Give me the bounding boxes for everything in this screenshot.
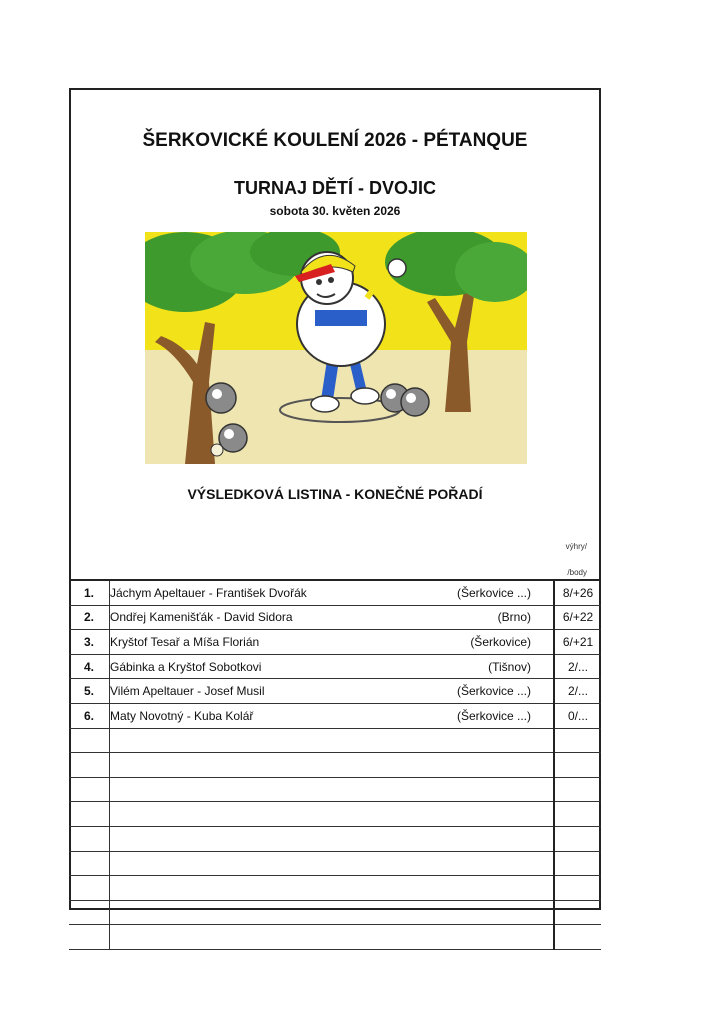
rank-cell: 2. xyxy=(69,605,110,630)
event-title: ŠERKOVICKÉ KOULENÍ 2026 - PÉTANQUE xyxy=(142,130,528,151)
score-cell: 6/+21 xyxy=(554,630,601,655)
names-cell xyxy=(110,753,555,778)
score-cell xyxy=(554,777,601,802)
score-cell xyxy=(554,851,601,876)
score-cell xyxy=(554,753,601,778)
score-cell: 8/+26 xyxy=(554,580,601,605)
rank-cell: 1. xyxy=(69,580,110,605)
names-cell xyxy=(110,703,555,728)
table-row xyxy=(69,777,601,802)
table-row xyxy=(69,679,601,704)
names-cell xyxy=(110,654,555,679)
names-cell xyxy=(110,876,555,901)
score-cell: 6/+22 xyxy=(554,605,601,630)
score-cell xyxy=(554,826,601,851)
rank-cell xyxy=(69,753,110,778)
table-row xyxy=(69,802,601,827)
team-club: (Brno) xyxy=(497,610,531,625)
table-row xyxy=(69,630,601,655)
table-row xyxy=(69,703,601,728)
rank-cell xyxy=(69,826,110,851)
team-club: (Šerkovice ...) xyxy=(456,708,531,723)
names-cell xyxy=(110,851,555,876)
names-cell xyxy=(110,826,555,851)
names-cell xyxy=(110,580,555,605)
petanque-player-illustration xyxy=(145,232,527,464)
team-club: (Šerkovice ...) xyxy=(456,585,531,600)
team-names: Jáchym Apeltauer - František Dvořák xyxy=(110,585,307,600)
table-row xyxy=(69,826,601,851)
results-title: VÝSLEDKOVÁ LISTINA - KONEČNÉ POŘADÍ xyxy=(187,486,483,502)
team-names: Vilém Apeltauer - Josef Musil xyxy=(110,684,265,699)
team-club: (Šerkovice) xyxy=(470,634,531,649)
score-cell xyxy=(554,876,601,901)
team-club: (Šerkovice ...) xyxy=(456,684,531,699)
team-names: Gábinka a Kryštof Sobotkovi xyxy=(110,659,262,674)
rank-cell xyxy=(69,777,110,802)
table-row xyxy=(69,753,601,778)
rank-cell xyxy=(69,802,110,827)
table-row xyxy=(69,876,601,901)
table-row xyxy=(69,605,601,630)
names-cell xyxy=(110,777,555,802)
rank-cell xyxy=(69,851,110,876)
names-cell xyxy=(110,802,555,827)
rank-cell: 4. xyxy=(69,654,110,679)
table-row xyxy=(69,900,601,925)
names-cell xyxy=(110,630,555,655)
rank-cell xyxy=(69,728,110,753)
table-row xyxy=(69,851,601,876)
results-sheet xyxy=(69,88,601,910)
rank-cell xyxy=(69,900,110,925)
score-cell: 0/... xyxy=(554,703,601,728)
team-names: Ondřej Kamenišťák - David Sidora xyxy=(110,610,293,625)
score-cell xyxy=(554,925,601,950)
score-cell: 2/... xyxy=(554,679,601,704)
score-cell xyxy=(554,728,601,753)
team-names: Kryštof Tesař a Míša Florián xyxy=(110,634,260,649)
score-cell xyxy=(554,900,601,925)
score-header-line2: /body xyxy=(567,568,587,577)
names-cell xyxy=(110,925,555,950)
names-cell xyxy=(110,728,555,753)
score-header-line1: výhry/ xyxy=(565,542,587,551)
tournament-title: TURNAJ DĚTÍ - DVOJIC xyxy=(233,178,437,198)
names-cell xyxy=(110,605,555,630)
results-table xyxy=(69,579,601,950)
rank-cell xyxy=(69,876,110,901)
event-date: sobota 30. květen 2026 xyxy=(269,204,401,218)
rank-cell: 3. xyxy=(69,630,110,655)
rank-cell: 5. xyxy=(69,679,110,704)
team-names: Maty Novotný - Kuba Kolář xyxy=(110,708,254,723)
score-cell xyxy=(554,802,601,827)
names-cell xyxy=(110,900,555,925)
names-cell xyxy=(110,679,555,704)
rank-cell: 6. xyxy=(69,703,110,728)
rank-cell xyxy=(69,925,110,950)
table-row xyxy=(69,654,601,679)
score-cell: 2/... xyxy=(554,654,601,679)
table-row xyxy=(69,580,601,605)
table-row xyxy=(69,925,601,950)
team-club: (Tišnov) xyxy=(488,659,531,674)
table-row xyxy=(69,728,601,753)
